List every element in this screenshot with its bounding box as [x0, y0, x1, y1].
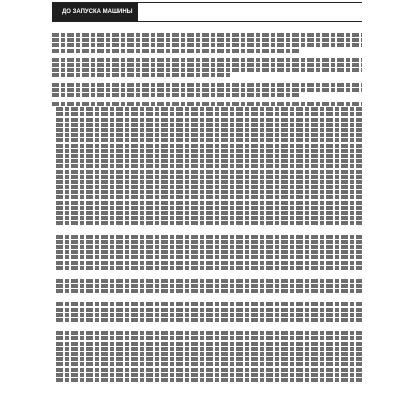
list-item: [56, 195, 362, 199]
list-item: [56, 378, 362, 382]
text-line: [52, 38, 362, 42]
list-item: [56, 235, 362, 239]
text-line: [52, 88, 362, 92]
list-item: [56, 133, 362, 137]
list-item: [56, 185, 362, 189]
list-item: [56, 368, 362, 372]
list-item: [56, 255, 362, 259]
text-line: [52, 49, 300, 53]
text-line: [52, 58, 362, 62]
list-item: [56, 206, 362, 210]
list-item: [56, 266, 362, 270]
list-item: [56, 373, 362, 377]
list-item: [56, 308, 362, 312]
list-item: [56, 144, 362, 148]
list-item: [56, 138, 362, 142]
list-item: [56, 123, 362, 127]
list-item: [56, 352, 362, 356]
list-item: [56, 357, 362, 361]
text-line: [52, 68, 362, 72]
list-item: [56, 164, 362, 168]
list-item: [56, 154, 362, 158]
list-item: [56, 284, 362, 288]
list-item: [56, 112, 362, 116]
header-band: [52, 2, 362, 22]
subheading: [52, 323, 362, 329]
subheading: [52, 294, 362, 300]
list-item: [56, 175, 362, 179]
text-line: [52, 73, 232, 77]
list-item: [56, 289, 362, 293]
list-item: [56, 347, 362, 351]
list-item: [56, 128, 362, 132]
list-item: [56, 250, 362, 254]
list-item: [56, 245, 362, 249]
list-item: [56, 342, 362, 346]
header-tab: ДО ЗАПУСКА МАШИНЫ: [52, 3, 138, 21]
list-item: [56, 279, 362, 283]
list-item: [56, 149, 362, 153]
text-line: [52, 93, 300, 97]
list-item: [56, 362, 362, 366]
text-line: [52, 43, 362, 47]
text-line: [52, 102, 362, 106]
text-line: [52, 63, 362, 67]
list-item: [56, 190, 362, 194]
list-item: [56, 313, 362, 317]
subheading: [52, 271, 362, 277]
list-item: [56, 118, 362, 122]
list-item: [56, 261, 362, 265]
list-item: [56, 211, 362, 215]
page-content: [52, 33, 362, 383]
list-item: [56, 336, 362, 340]
list-item: [56, 107, 362, 111]
list-item: [56, 180, 362, 184]
text-line: [52, 83, 362, 87]
subheading: [52, 227, 362, 233]
list-item: [56, 331, 362, 335]
text-line: [52, 33, 362, 37]
list-item: [56, 170, 362, 174]
list-item: [56, 318, 362, 322]
list-item: [56, 240, 362, 244]
list-item: [56, 302, 362, 306]
list-item: [56, 201, 362, 205]
list-item: [56, 159, 362, 163]
list-item: [56, 221, 362, 225]
list-item: [56, 216, 362, 220]
